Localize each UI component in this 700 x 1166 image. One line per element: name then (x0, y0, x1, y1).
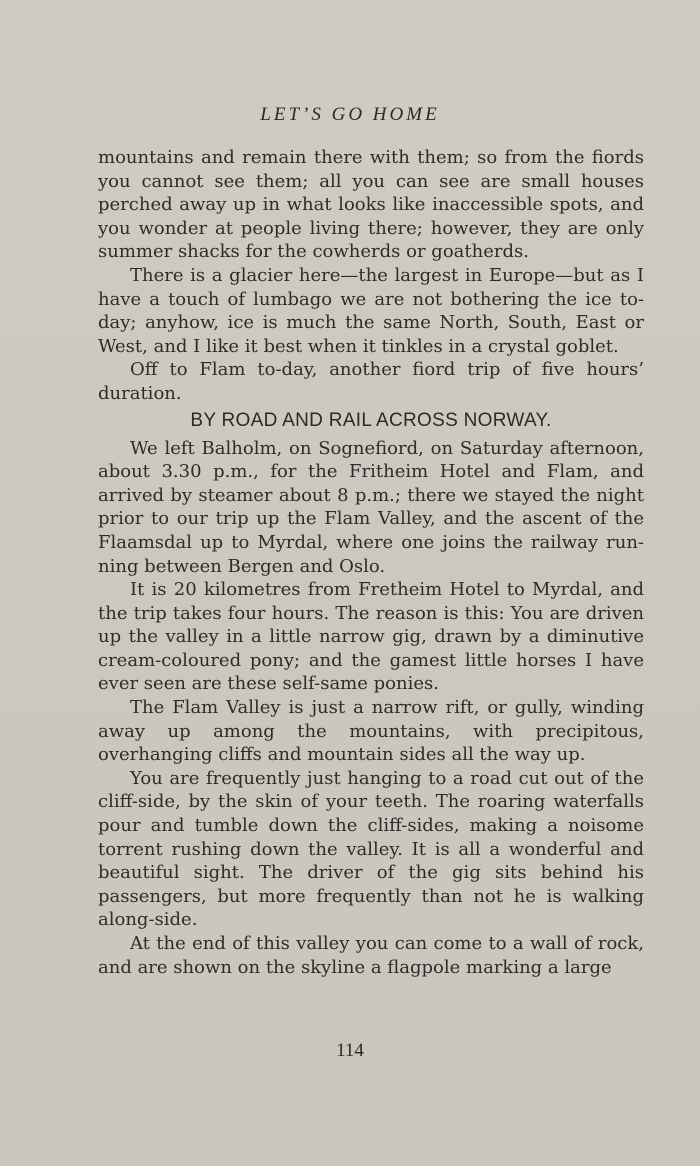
running-head: LET’S GO HOME (260, 104, 440, 125)
paragraph: You are frequently just hanging to a road cut out of the cliff-side, by the skin of your teeth. The roaring waterfalls pour and tumble down the cliff-sides, making a noisome torrent rushing down the valley. It is all a wonderful and beautiful sight. The driver of the gig sits behind his passengers, but more frequently than not he is walking along-side. (98, 767, 644, 931)
paragraph: Off to Flam to-day, another fiord trip of five hours’ duration. (98, 359, 644, 404)
paragraph: We left Balholm, on Sognefiord, on Saturday afternoon, about 3.30 p.m., for the Fritheim Hotel and Flam, and arrived by steamer about 8 p.m.; there we stayed the night prior to our trip up the Flam Valley, and the ascent of the Flaamsdal up to Myrdal, where one joins the railway run-ning between Bergen and Oslo. (98, 437, 644, 577)
paragraph: At the end of this valley you can come to a wall of rock, and are shown on the skyline a flagpole marking a large (98, 933, 644, 978)
body-text (98, 146, 644, 979)
page-number: 114 (336, 1040, 364, 1061)
paragraph: There is a glacier here—the largest in Europe—but as I have a touch of lumbago we are not bothering the ice to-day; anyhow, ice is much the same North, South, East or West, and I like it best when it tinkles in a crystal goblet. (98, 264, 644, 357)
paragraph: The Flam Valley is just a narrow rift, or gully, winding away up among the mountains, with precipitous, overhanging cliffs and mountain sides all the way up. (98, 697, 644, 766)
paragraph: mountains and remain there with them; so from the fiords you cannot see them; all you can see are small houses perched away up in what looks like inaccessible spots, and you wonder at people living there; however, they are only summer shacks for the cowherds or goatherds. (98, 147, 644, 263)
paragraph: It is 20 kilometres from Fretheim Hotel to Myrdal, and the trip takes four hours. The reason is this: You are driven up the valley in a little narrow gig, drawn by a diminutive cream-coloured pony; and the gamest little horses I have ever seen are these self-same ponies. (98, 579, 644, 695)
section-heading: BY ROAD AND RAIL ACROSS NORWAY. (190, 409, 552, 431)
